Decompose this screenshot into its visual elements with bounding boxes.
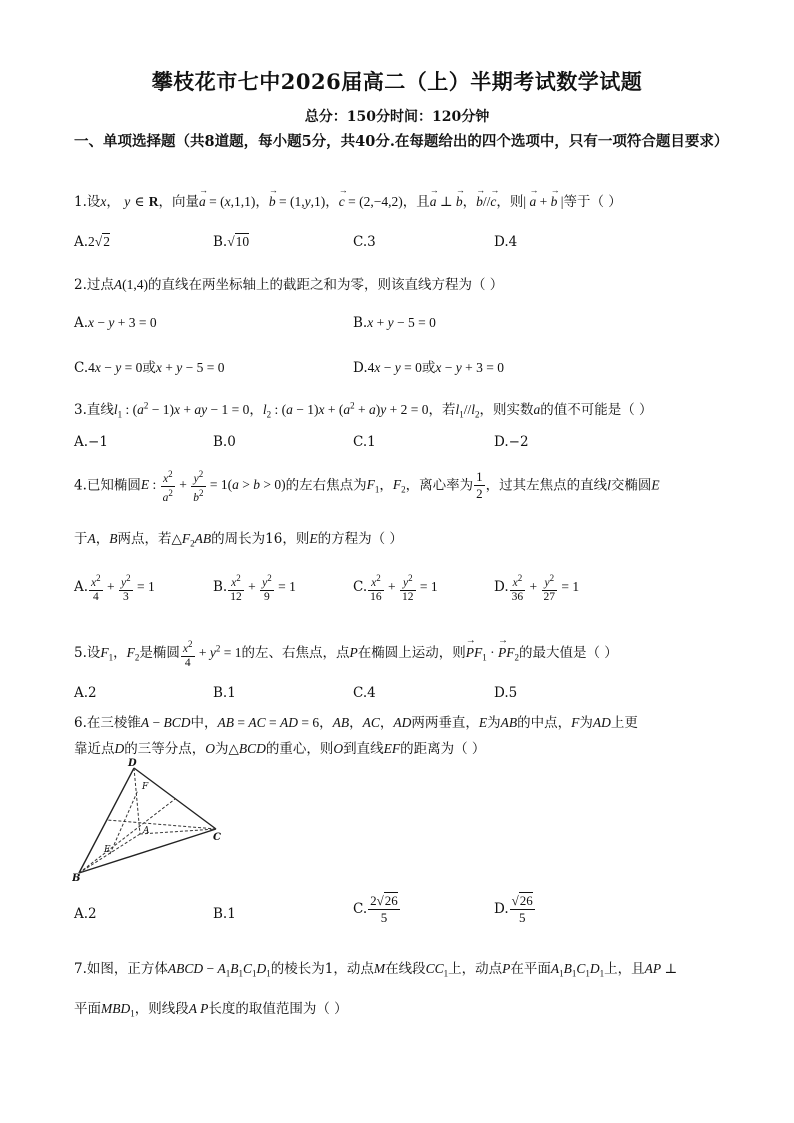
q4-option-a: A. $\frac{x^2}{4}$ + $\frac{y^2}{3}$ = 1 <box>74 573 155 603</box>
q5-option-d: D.5 <box>494 685 518 701</box>
question-7: 7.如图，正方体ABCD − $A_1B_1C_1D_1$的棱长为1，动点M在线段$CC_1$上，动点P在平面$A_1B_1C_1D_1$上，且AP ⊥ <box>74 961 678 979</box>
label-f: F <box>142 782 149 792</box>
q4-option-d: D. $\frac{x^2}{36}$ + $\frac{y^2}{27}$ = 1 <box>494 573 580 603</box>
q6-option-c: C. $\frac{2√26}{5}$ <box>353 893 398 925</box>
question-7-line-2: 平面$MBD_1$，则线段A P长度的取值范围为（ ） <box>74 1001 348 1019</box>
label-a: A <box>143 826 150 836</box>
q2-option-d: D.4x − y = 0或x − y + 3 = 0 <box>353 360 504 376</box>
q1-option-b: B.√10 <box>213 234 250 250</box>
q1-option-d: D.4 <box>494 234 518 250</box>
label-d: D <box>128 758 137 769</box>
label-c: C <box>213 832 221 843</box>
q6-option-a: A.2 <box>74 906 97 922</box>
q3-option-c: C.1 <box>353 434 376 450</box>
question-4: 4.已知椭圆E : $\frac{x^2}{a^2}$ + $\frac{y^2}{b^2}$ = 1(a > b > 0)的左右焦点为$F_1$，$F_2$，离心率为 $\frac{1}{2}$ ，过其左焦点的直线l交椭圆E <box>74 469 660 504</box>
question-5: 5.设$F_1$，$F_2$是椭圆 $\frac{x^2}{4}$ + $y^2 = 1$的左、右焦点，点P在椭圆上运动，则→ $PF_1$ · → $PF_2$的最大值是（ ） <box>74 638 618 670</box>
q3-option-a: A.−1 <box>74 434 108 450</box>
label-b: B <box>72 873 81 881</box>
q2-option-b: B.x + y − 5 = 0 <box>353 315 436 331</box>
q5-option-b: B.1 <box>213 685 236 701</box>
edge-dc <box>134 768 216 829</box>
q6-option-d: D. $\frac{√26}{5}$ <box>494 893 533 925</box>
median-b <box>79 799 175 873</box>
page-title: 攀枝花市七中2026届高二（上）半期考试数学试题 <box>151 69 643 94</box>
page-subtitle: 总分：150分时间：120分钟 <box>304 109 490 125</box>
q2-option-c: C.4x − y = 0或x + y − 5 = 0 <box>74 360 225 376</box>
question-2: 2.过点A(1,4)的直线在两坐标轴上的截距之和为零，则该直线方程为（ ） <box>74 277 504 293</box>
question-6-line-2: 靠近点D的三等分点，O为△BCD的重心，则O到直线EF的距离为（ ） <box>74 741 486 757</box>
q3-option-d: D.−2 <box>494 434 529 450</box>
question-1: 1.设x， y ∈ R，向量→ a = (x,1,1)，→ b = (1,y,1)，→ c = (2,−4,2)，且→ a ⊥ → b，→ b//→ c，则| → a + → b |等于（ ） <box>74 190 622 210</box>
q2-option-a: A.x − y + 3 = 0 <box>74 315 157 331</box>
edge-db <box>79 768 134 873</box>
q6-option-b: B.1 <box>213 906 236 922</box>
edge-da <box>134 768 140 834</box>
question-4-line-2: 于A，B两点，若$\triangle F_2AB$的周长为16，则E的方程为（ ） <box>74 531 403 549</box>
q5-option-a: A.2 <box>74 685 97 701</box>
question-3: 3.直线$l_1$ : $(a^2 - 1)x$ + ay − 1 = 0，$l_2$ : $(a - 1)x + (a^2 + a)y + 2 = 0$，若$l_1//l_2$，则实数a的值不可能是（ ） <box>74 400 653 420</box>
tetrahedron-figure <box>72 756 232 881</box>
q3-option-b: B.0 <box>213 434 236 450</box>
label-e: E <box>104 845 111 855</box>
q5-option-c: C.4 <box>353 685 376 701</box>
section-heading: 一、单项选择题（共8道题，每小题5分，共40分.在每题给出的四个选项中，只有一项符合题目要求） <box>74 133 729 150</box>
q4-option-c: C. $\frac{x^2}{16}$ + $\frac{y^2}{12}$ = 1 <box>353 573 438 603</box>
q1-option-a: A.2√2 <box>74 234 110 250</box>
question-6: 6.在三棱锥A − BCD中，AB = AC = AD = 6，AB，AC，AD两两垂直，E为AB的中点，F为AD上更 <box>74 715 638 731</box>
q4-option-b: B. $\frac{x^2}{12}$ + $\frac{y^2}{9}$ = 1 <box>213 573 296 603</box>
q1-option-c: C.3 <box>353 234 376 250</box>
